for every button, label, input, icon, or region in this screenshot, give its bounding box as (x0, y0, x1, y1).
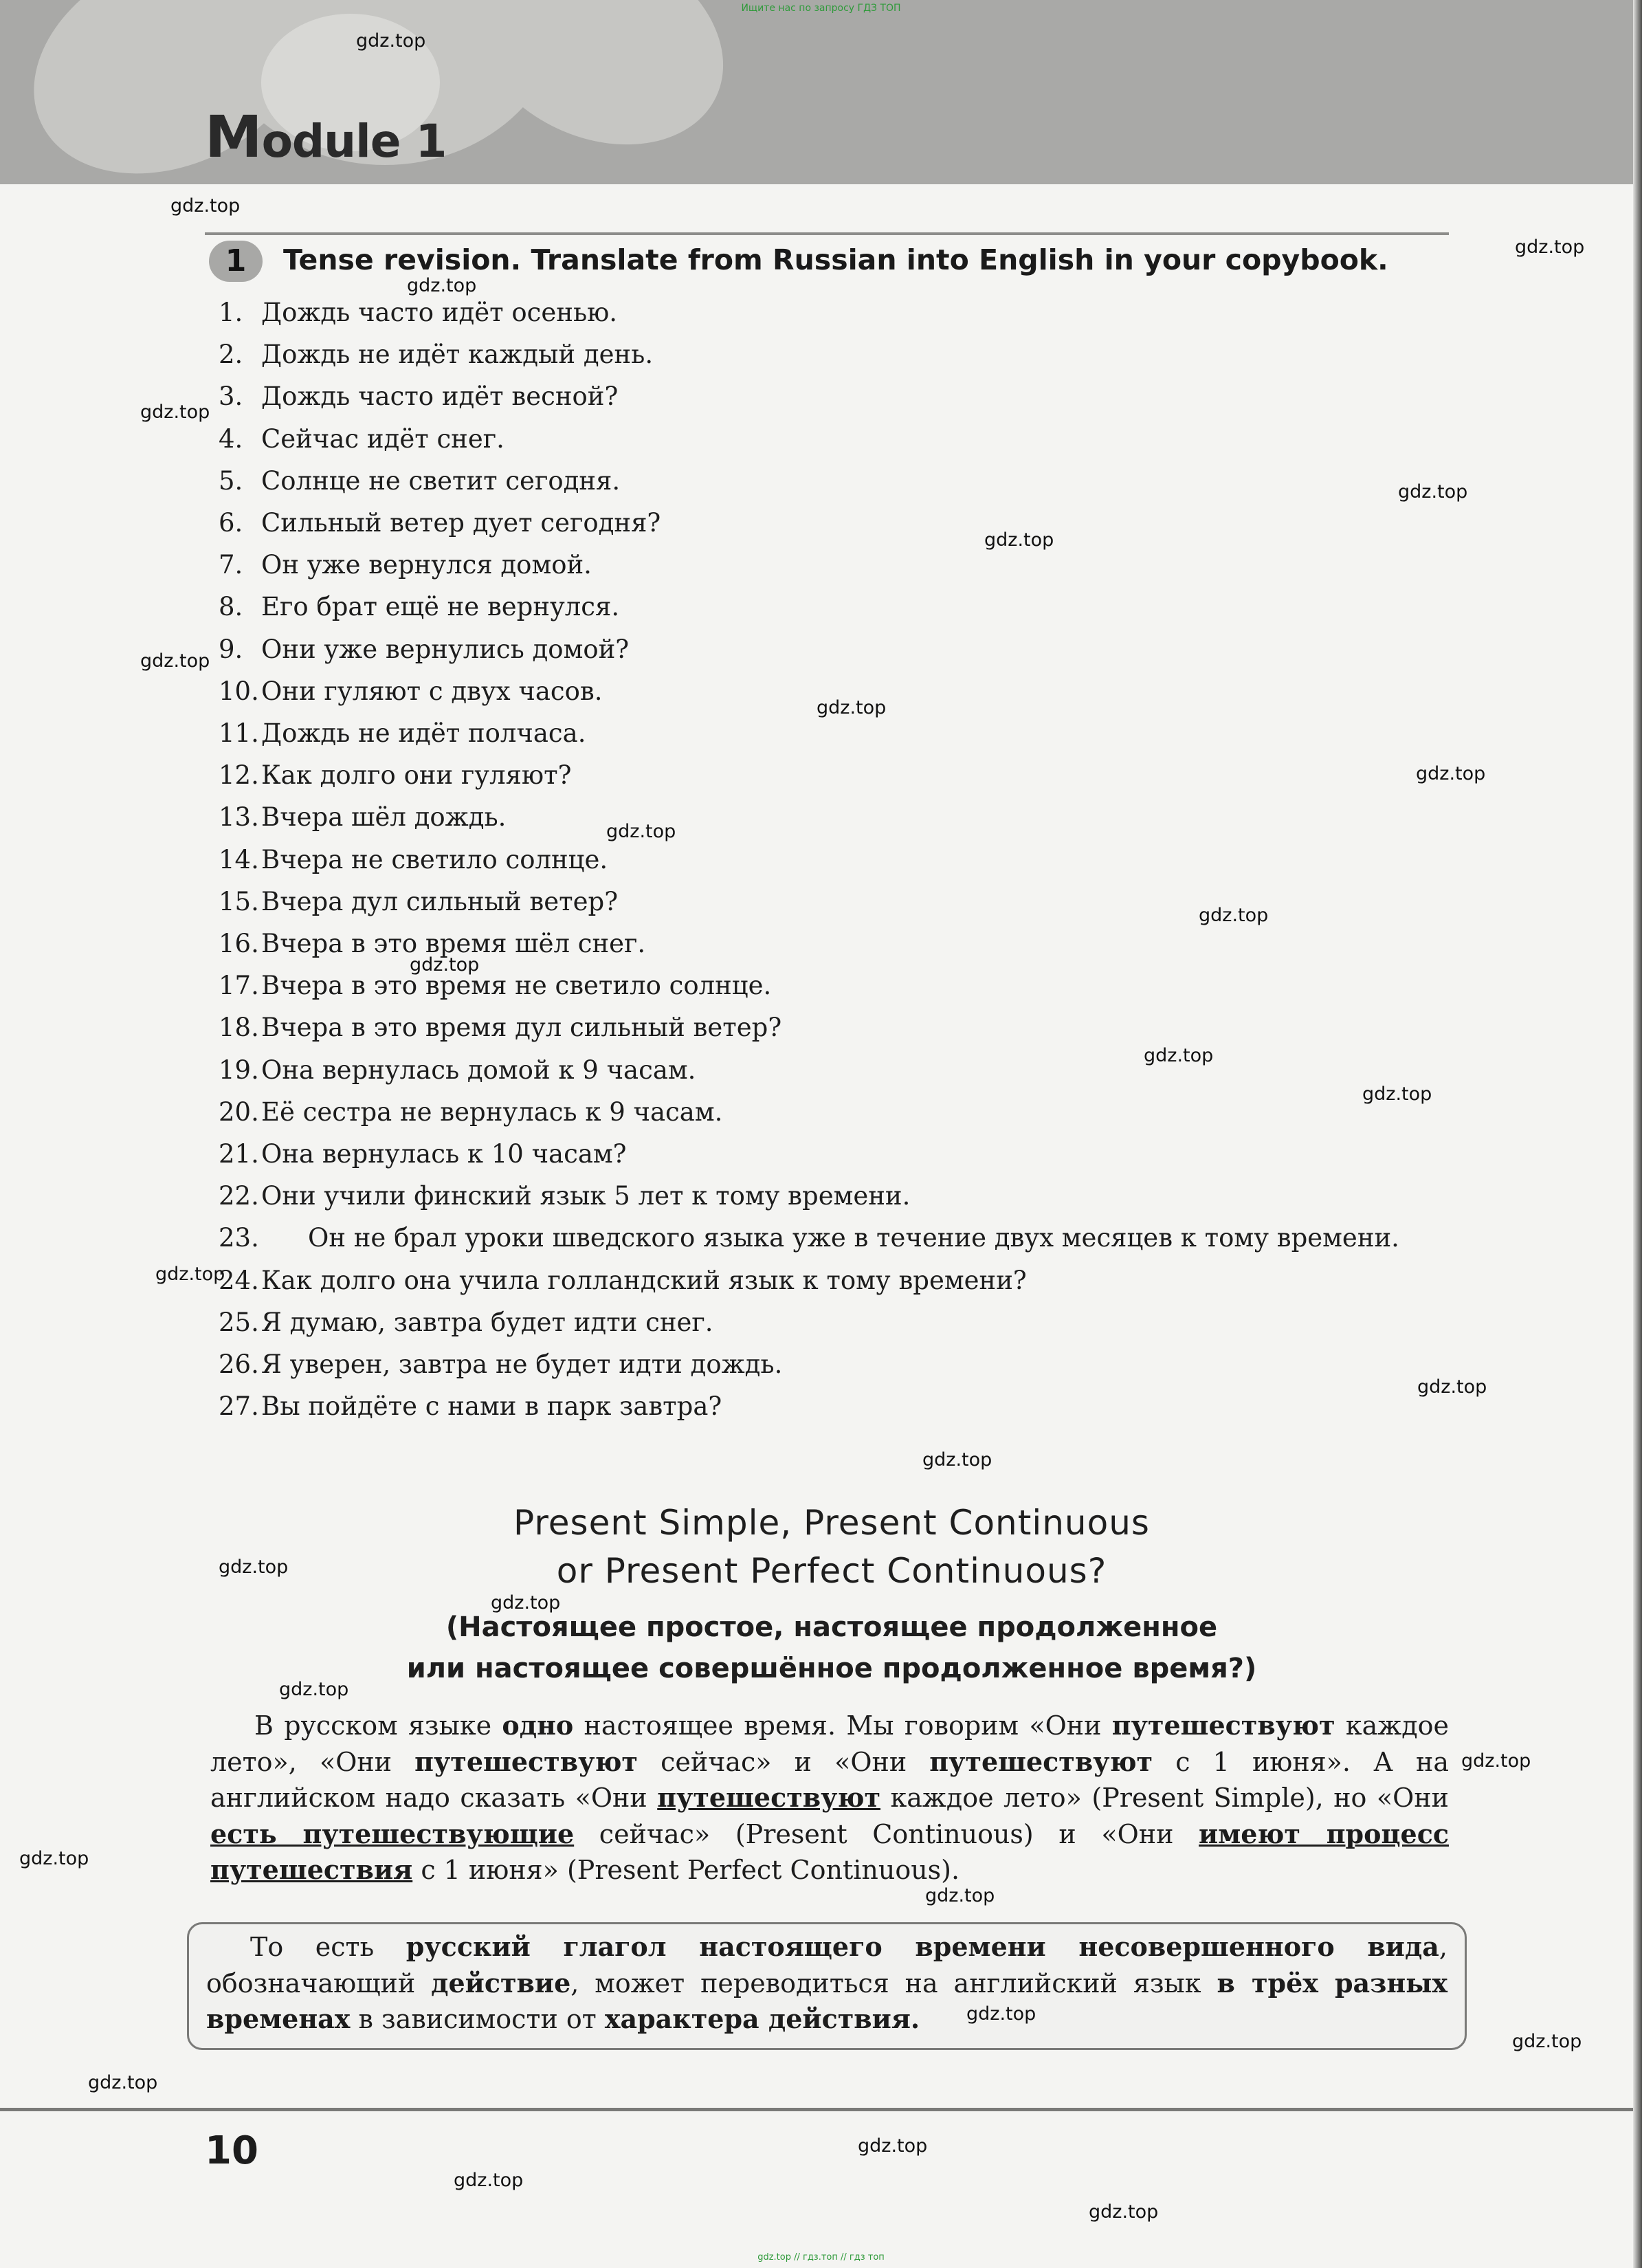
exercise-item (219, 1091, 1456, 1133)
section-subheading-line-1: (Настоящее простое, настоящее продолженное (445, 1611, 1218, 1643)
paragraph-text: с 1 июня» (Present Perfect Continuous). (412, 1855, 960, 1885)
exercise-item (219, 544, 1456, 586)
exercise-item-number: 17. (219, 971, 259, 1001)
watermark: gdz.top (140, 401, 210, 423)
watermark: gdz.top (410, 954, 480, 976)
exercise-item-number: 10. (219, 676, 259, 706)
note-text-part: в зависимости от (350, 2004, 605, 2034)
note-text-part: , может переводиться на английский язык (570, 1968, 1217, 1999)
watermark: gdz.top (155, 1264, 225, 1285)
watermark: gdz.top (454, 2170, 524, 2191)
exercise-item-number: 1. (219, 298, 243, 327)
exercise-item-text: Вы пойдёте с нами в парк завтра? (261, 1391, 722, 1422)
exercise-item (219, 965, 1456, 1006)
exercise-item-text: Вчера в это время не светило солнце. (261, 971, 772, 1001)
note-bold: действие (431, 1967, 571, 1999)
watermark: gdz.top (925, 1885, 995, 1906)
exercise-item (219, 754, 1456, 796)
exercise-item (219, 1385, 1456, 1427)
watermark: gdz.top (984, 529, 1054, 551)
module-title-rest: odule 1 (261, 115, 447, 168)
exercise-item-number: 15. (219, 886, 259, 916)
paragraph-bold-underlined: путешествуют (657, 1782, 881, 1813)
exercise-item-text: Вчера не светило солнце. (261, 844, 608, 874)
watermark: gdz.top (1515, 236, 1585, 258)
exercise-item-number: 12. (219, 760, 259, 791)
exercise-item (219, 1006, 1456, 1048)
paragraph-bold-underlined: имеют процесс путешествия (210, 1818, 1449, 1885)
watermark: gdz.top (817, 697, 887, 718)
exercise-item (219, 460, 1456, 502)
watermark: gdz.top (966, 2003, 1036, 2025)
section-subheading-line-2: или настоящее совершённое продолженное время?) (406, 1653, 1257, 1684)
section-heading-line-1: Present Simple, Present Continuous (513, 1503, 1150, 1543)
exercise-instruction: Tense revision. Translate from Russian into English in your copybook. (283, 243, 1388, 276)
explanation-paragraph (210, 1708, 1449, 1889)
watermark: gdz.top (606, 821, 676, 842)
exercise-item-number: 23. (219, 1223, 259, 1253)
watermark: gdz.top (1199, 905, 1269, 926)
exercise-item (219, 586, 1456, 628)
exercise-item (219, 1049, 1456, 1091)
exercise-item-number: 11. (219, 718, 259, 749)
paragraph-text: настоящее время. Мы говорим «Они (573, 1710, 1112, 1741)
exercise-item-number: 18. (219, 1013, 259, 1043)
exercise-number-badge: 1 (209, 241, 263, 282)
exercise-item-text: Он не брал уроки шведского языка уже в течение двух месяцев к тому времени. (308, 1223, 1399, 1253)
exercise-item-text: Он уже вернулся домой. (261, 550, 592, 580)
exercise-item-text: Его брат ещё не вернулся. (261, 592, 620, 622)
exercise-item (219, 333, 1456, 375)
watermark: gdz.top (407, 275, 477, 296)
exercise-item (219, 796, 1456, 838)
exercise-item-number: 13. (219, 802, 259, 833)
exercise-item (219, 1301, 1456, 1343)
exercise-item-number: 26. (219, 1350, 259, 1380)
paragraph-text: каждое лето», «Они (210, 1710, 1449, 1777)
exercise-item (219, 291, 1456, 333)
section-heading-line-2: or Present Perfect Continuous? (556, 1551, 1107, 1591)
watermark: gdz.top (858, 2135, 928, 2157)
top-note: Ищите нас по запросу ГДЗ ТОП (741, 3, 901, 14)
exercise-item-text: Как долго они гуляют? (261, 760, 572, 791)
exercise-item (219, 1343, 1456, 1385)
exercise-item-text: Я уверен, завтра не будет идти дождь. (261, 1350, 783, 1380)
watermark: gdz.top (219, 1556, 289, 1578)
exercise-item (219, 418, 1456, 460)
exercise-item-text: Вчера шёл дождь. (261, 802, 507, 833)
exercise-item-text: Она вернулась к 10 часам? (261, 1139, 627, 1169)
note-bold: характера действия. (604, 2003, 920, 2034)
exercise-item-number: 2. (219, 340, 243, 370)
watermark: gdz.top (88, 2072, 158, 2093)
paragraph-bold: путешествуют (1111, 1710, 1335, 1741)
exercise-item-text: Вчера в это время шёл снег. (261, 929, 646, 959)
paragraph-text: каждое лето» (Present Simple), но «Они (880, 1783, 1449, 1813)
exercise-item (219, 1133, 1456, 1175)
exercise-item (219, 923, 1456, 965)
watermark: gdz.top (1089, 2201, 1159, 2223)
exercise-item (219, 712, 1456, 754)
exercise-item (219, 1217, 1456, 1259)
paragraph-bold: одно (502, 1710, 574, 1741)
exercise-item-number: 22. (219, 1181, 259, 1211)
paragraph-bold: путешествуют (929, 1746, 1153, 1777)
watermark: gdz.top (279, 1679, 349, 1700)
paragraph-text: сейчас» и «Они (637, 1746, 930, 1777)
exercise-item-number: 7. (219, 550, 243, 580)
exercise-item-number: 14. (219, 844, 259, 874)
watermark: gdz.top (170, 195, 241, 217)
watermark: gdz.top (1461, 1750, 1531, 1772)
watermark: gdz.top (1416, 763, 1486, 784)
exercise-item-text: Вчера в это время дул сильный ветер? (261, 1013, 782, 1043)
exercise-item-number: 27. (219, 1391, 259, 1422)
exercise-item-text: Сейчас идёт снег. (261, 423, 504, 454)
watermark: gdz.top (356, 30, 426, 52)
exercise-item-number: 5. (219, 465, 243, 496)
paragraph-bold-underlined: есть путешествующие (210, 1818, 575, 1849)
note-bold: русский глагол настоящего времени несовершенного вида (406, 1931, 1439, 1962)
exercise-item-text: Сильный ветер дует сегодня? (261, 508, 661, 538)
exercise-item-number: 6. (219, 508, 243, 538)
note-text-part: , обозначающий (206, 1932, 1447, 1999)
paragraph-bold: путешествуют (414, 1746, 638, 1777)
page-number: 10 (205, 2128, 258, 2173)
exercise-item-text: Я думаю, завтра будет идти снег. (261, 1307, 713, 1337)
exercise-item (219, 1175, 1456, 1217)
exercise-item (219, 628, 1456, 670)
watermark: gdz.top (140, 650, 210, 672)
exercise-item-number: 25. (219, 1307, 259, 1337)
watermark: gdz.top (1417, 1376, 1487, 1398)
paragraph-text: сейчас» (Present Continuous) и «Они (574, 1818, 1199, 1849)
exercise-item-number: 8. (219, 592, 243, 622)
note-bold: в трёх разных временах (206, 1967, 1447, 2034)
exercise-item (219, 1259, 1456, 1301)
exercise-item-text: Они гуляют с двух часов. (261, 676, 603, 706)
watermark: gdz.top (1144, 1045, 1214, 1066)
paragraph-text: с 1 июня». А на английском надо сказать «Они (210, 1746, 1450, 1813)
exercise-item-number: 3. (219, 382, 243, 412)
exercise-item-text: Они учили финский язык 5 лет к тому времени. (261, 1181, 911, 1211)
exercise-item-number: 24. (219, 1265, 259, 1295)
exercise-items-list (219, 291, 1456, 1427)
exercise-item (219, 502, 1456, 544)
exercise-item (219, 375, 1456, 417)
exercise-item-text: Она вернулась домой к 9 часам. (261, 1055, 696, 1085)
watermark: gdz.top (922, 1449, 992, 1471)
watermark: gdz.top (1398, 481, 1468, 503)
exercise-item (219, 839, 1456, 881)
watermark: gdz.top (19, 1848, 89, 1869)
watermark: gdz.top (1362, 1083, 1432, 1105)
exercise-item-number: 19. (219, 1055, 259, 1085)
exercise-item-number: 16. (219, 929, 259, 959)
bottom-rule (0, 2108, 1642, 2111)
exercise-item-text: Они уже вернулись домой? (261, 634, 630, 664)
exercise-top-rule (205, 232, 1449, 235)
exercise-item-text: Её сестра не вернулась к 9 часам. (261, 1097, 723, 1127)
exercise-item-number: 21. (219, 1139, 259, 1169)
exercise-item-number: 4. (219, 423, 243, 454)
note-text (206, 1929, 1447, 2038)
exercise-item-number: 9. (219, 634, 243, 664)
exercise-item-text: Дождь не идёт полчаса. (261, 718, 586, 749)
module-title (205, 103, 446, 170)
watermark: gdz.top (1512, 2031, 1582, 2052)
watermark: gdz.top (491, 1592, 561, 1614)
footer-note: gdz.top // гдз.топ // гдз топ (757, 2252, 885, 2263)
exercise-item-text: Дождь часто идёт весной? (261, 382, 619, 412)
exercise-item (219, 881, 1456, 923)
page-edge-shadow (1633, 0, 1642, 2268)
exercise-item-text: Дождь не идёт каждый день. (261, 340, 654, 370)
exercise-item-text: Дождь часто идёт осенью. (261, 298, 618, 327)
module-title-initial: M (205, 103, 262, 170)
exercise-item-text: Солнце не светит сегодня. (261, 465, 621, 496)
paragraph-text: В русском языке (254, 1710, 502, 1741)
exercise-item-text: Как долго она учила голландский язык к тому времени? (261, 1265, 1027, 1295)
exercise-item-number: 20. (219, 1097, 259, 1127)
note-text-part: То есть (250, 1932, 406, 1962)
exercise-item-text: Вчера дул сильный ветер? (261, 886, 619, 916)
